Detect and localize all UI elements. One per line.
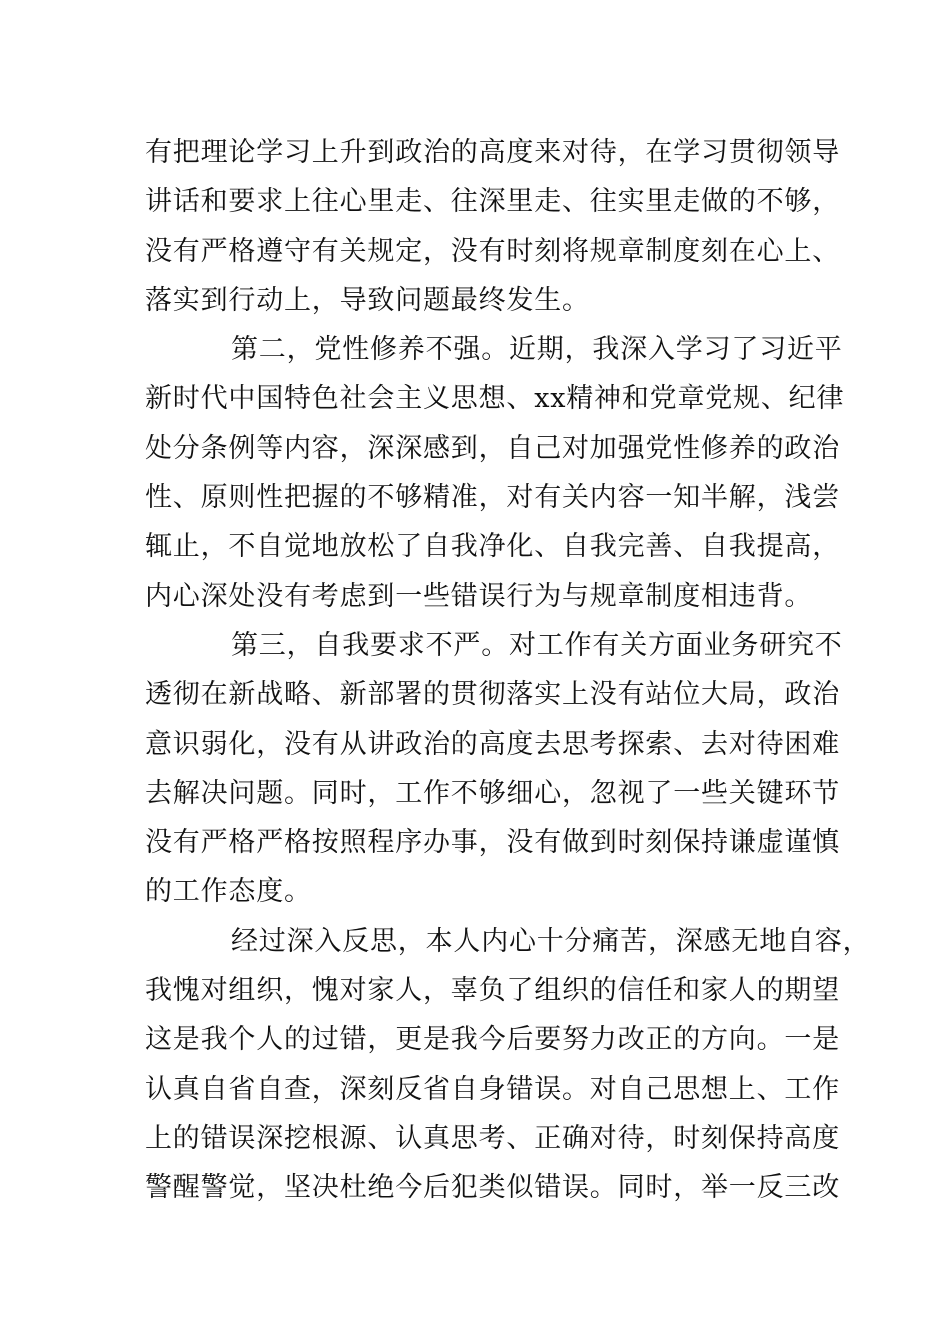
body-line: 警醒警觉，坚决杜绝今后犯类似错误。同时，举一反三改	[145, 1172, 840, 1204]
body-line: 上的错误深挖根源、认真思考、正确对待，时刻保持高度	[145, 1122, 840, 1154]
body-line: 没有严格遵守有关规定，没有时刻将规章制度刻在心上、	[145, 235, 840, 267]
body-line: 的工作态度。	[145, 876, 312, 908]
paragraph-first-line: 第二，党性修养不强。近期，我深入学习了习近平	[231, 334, 843, 366]
document-body	[145, 128, 871, 1213]
body-line: 没有严格严格按照程序办事，没有做到时刻保持谦虚谨慎	[145, 827, 840, 859]
body-line: 新时代中国特色社会主义思想、xx精神和党章党规、纪律	[145, 383, 845, 415]
paragraph-first-line: 第三，自我要求不严。对工作有关方面业务研究不	[231, 629, 843, 661]
body-line: 这是我个人的过错，更是我今后要努力改正的方向。一是	[145, 1024, 840, 1056]
body-line: 内心深处没有考虑到一些错误行为与规章制度相违背。	[145, 580, 813, 612]
body-line: 认真自省自查，深刻反省自身错误。对自己思想上、工作	[145, 1073, 840, 1105]
body-line: 去解决问题。同时，工作不够细心，忽视了一些关键环节	[145, 777, 840, 809]
body-line: 性、原则性把握的不够精准，对有关内容一知半解，浅尝	[145, 482, 840, 514]
paragraph-first-line: 经过深入反思，本人内心十分痛苦，深感无地自容，	[231, 925, 871, 957]
body-line: 辄止，不自觉地放松了自我净化、自我完善、自我提高，	[145, 531, 840, 563]
body-line: 意识弱化，没有从讲政治的高度去思考探索、去对待困难	[145, 728, 840, 760]
body-line: 透彻在新战略、新部署的贯彻落实上没有站位大局，政治	[145, 679, 840, 711]
body-line: 有把理论学习上升到政治的高度来对待，在学习贯彻领导	[145, 137, 840, 168]
body-line: 处分条例等内容，深深感到，自己对加强党性修养的政治	[145, 432, 840, 464]
body-line: 我愧对组织，愧对家人，辜负了组织的信任和家人的期望	[145, 975, 840, 1007]
body-line: 落实到行动上，导致问题最终发生。	[145, 284, 590, 316]
body-line: 讲话和要求上往心里走、往深里走、往实里走做的不够，	[145, 186, 840, 218]
